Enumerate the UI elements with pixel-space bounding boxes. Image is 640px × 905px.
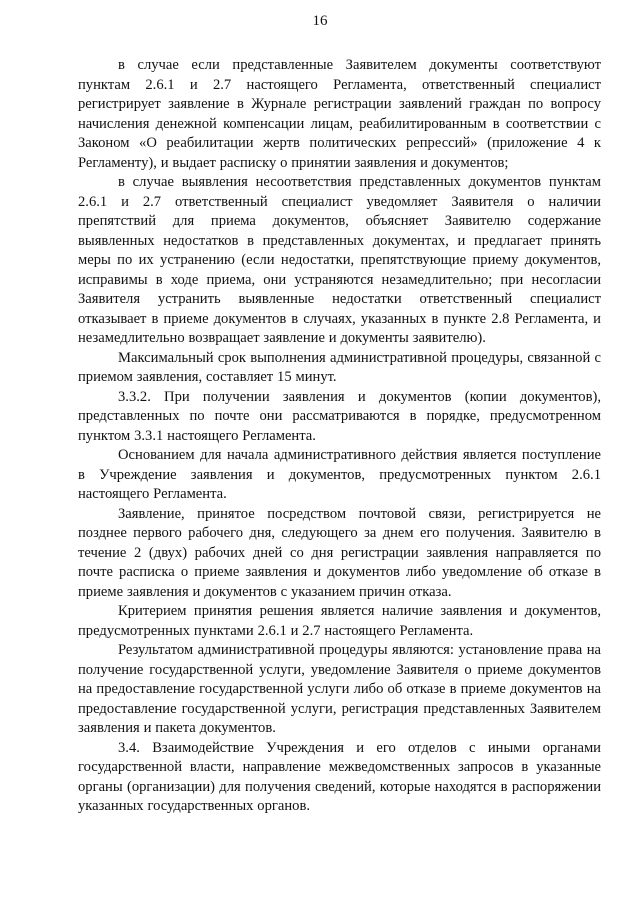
paragraph-result: Результатом административной процедуры являются: установление права на получение государственной услуги, уведомление Заявителя о приеме документов на предоставление государственной услуги либо об отказе в приеме документов на предоставление государственной услуги, регистрация представленных Заявителем заявления и пакета документов. xyxy=(78,642,601,736)
paragraph-max-duration: Максимальный срок выполнения административной процедуры, связанной с приемом заявления, составляет 15 минут. xyxy=(78,349,601,385)
document-body xyxy=(78,56,601,817)
paragraph-nonconformity: в случае выявления несоответствия представленных документов пунктам 2.6.1 и 2.7 ответственный специалист уведомляет Заявителя о наличии препятствий для приема документов, объясняет Заявителю содержание выявленных недостатков в представленных документах, и предлагает принять меры по их устранению (если недостатки, препятствующие приему документов, исправимы в ходе приема, они устраняются незамедлительно; при несогласии Заявителя устранить выявленные недостатки ответственный специалист отказывает в приеме документов в случаях, указанных в пункте 2.8 Регламента, и незамедлительно возвращает заявление и документы заявителю). xyxy=(78,174,601,346)
paragraph-basis: Основанием для начала административного действия является поступление в Учреждение заявления и документов, предусмотренных пунктом 2.6.1 настоящего Регламента. xyxy=(78,447,601,502)
paragraph-postal-registration: Заявление, принятое посредством почтовой связи, регистрируется не позднее первого рабочего дня, следующего за днем его получения. Заявителю в течение 2 (двух) рабочих дней со дня регистрации заявления направляется по почте расписка о приеме заявления и документов либо уведомление об отказе в приеме заявления и документов с указанием причин отказа. xyxy=(78,505,601,600)
paragraph-criterion: Критерием принятия решения является наличие заявления и документов, предусмотренных пунктами 2.6.1 и 2.7 настоящего Регламента. xyxy=(78,603,601,639)
paragraph-3-4: 3.4. Взаимодействие Учреждения и его отделов с иными органами государственной власти, направление межведомственных запросов в указанные органы (организации) для получения сведений, которые находятся в распоряжении указанных государственных органов. xyxy=(78,739,601,814)
paragraph-3-3-2: 3.3.2. При получении заявления и документов (копии документов), представленных по почте они рассматриваются в порядке, предусмотренном пунктом 3.3.1 настоящего Регламента. xyxy=(78,388,601,444)
page-number: 16 xyxy=(312,13,328,29)
paragraph-registration: в случае если представленные Заявителем документы соответствуют пунктам 2.6.1 и 2.7 настоящего Регламента, ответственный специалист регистрирует заявление в Журнале регистрации заявлений граждан по вопросу начисления денежной компенсации лицам, реабилитированным в соответствии с Законом «О реабилитации жертв политических репрессий» (приложение 4 к Регламенту), и выдает расписку о принятии заявления и документов; xyxy=(78,57,601,171)
